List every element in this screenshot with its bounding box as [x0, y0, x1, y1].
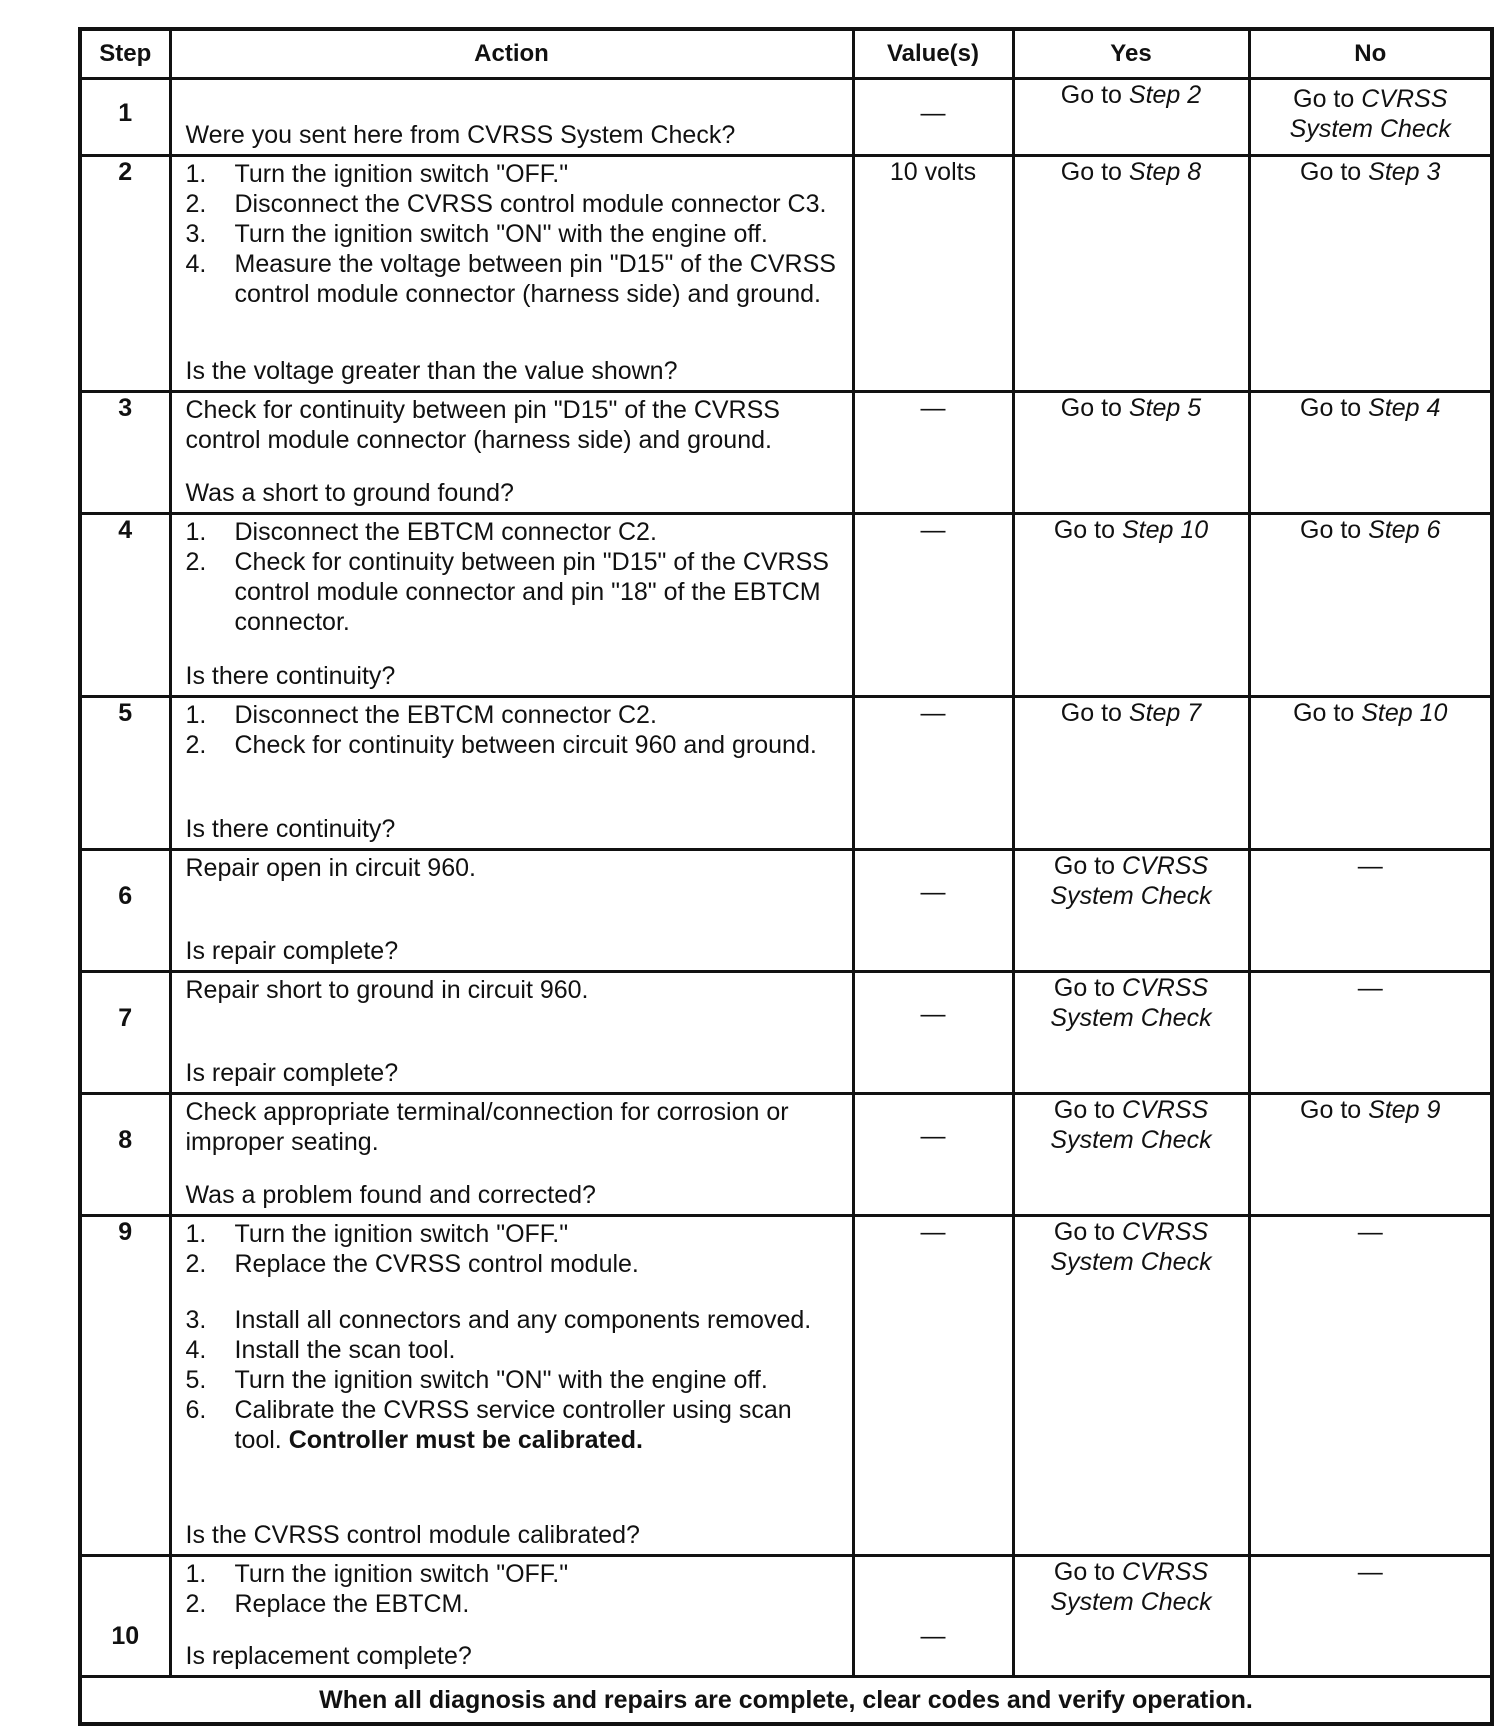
- yes-cell: [1013, 697, 1249, 850]
- action-cell: [170, 1556, 853, 1677]
- action-question: Is the voltage greater than the value shown?: [185, 357, 678, 385]
- no-cell: [1249, 1094, 1492, 1216]
- no-reference: —: [1357, 974, 1383, 1002]
- table-row-step-2: [80, 156, 1492, 392]
- no-prefix: Go to: [1293, 699, 1355, 727]
- footer-row: [80, 1677, 1492, 1725]
- action-step-item: 2. Replace the CVRSS control module.: [185, 1250, 639, 1278]
- no-prefix: Go to: [1300, 1096, 1362, 1124]
- yes-cell: [1013, 156, 1249, 392]
- step-number: 5: [80, 697, 170, 850]
- no-reference: Step 6: [1368, 516, 1441, 544]
- action-instruction: Check appropriate terminal/connection for corrosion or improper seating.: [185, 1098, 789, 1156]
- action-cell: [170, 156, 853, 392]
- yes-cell: [1013, 1094, 1249, 1216]
- no-cell: [1249, 697, 1492, 850]
- no-cell: [1249, 850, 1492, 972]
- action-instruction: Check for continuity between pin "D15" of the CVRSS control module connector (harness side) and ground.: [185, 396, 780, 454]
- no-reference: —: [1357, 1218, 1383, 1246]
- action-step-item: 5. Turn the ignition switch "ON" with the engine off.: [185, 1366, 768, 1394]
- yes-reference: CVRSS System Check: [1050, 1558, 1212, 1616]
- yes-reference: CVRSS System Check: [1050, 852, 1212, 910]
- table-row-step-9: [80, 1216, 1492, 1556]
- table-row-step-8: [80, 1094, 1492, 1216]
- yes-prefix: Go to: [1060, 158, 1122, 186]
- header-yes: Yes: [1013, 29, 1249, 79]
- value-cell: —: [853, 514, 1013, 697]
- no-prefix: Go to: [1293, 85, 1355, 113]
- action-step-item: 2. Replace the EBTCM.: [185, 1590, 470, 1618]
- value-cell: —: [853, 79, 1013, 156]
- step-number: 10: [80, 1556, 170, 1677]
- action-cell: [170, 972, 853, 1094]
- yes-reference: Step 2: [1128, 81, 1202, 109]
- action-question: Was a short to ground found?: [185, 479, 514, 507]
- no-reference: Step 10: [1361, 699, 1448, 727]
- action-step-item: 2. Check for continuity between circuit 960 and ground.: [185, 731, 817, 759]
- action-question: Is repair complete?: [185, 1059, 399, 1087]
- action-question: Is replacement complete?: [185, 1642, 472, 1670]
- yes-cell: [1013, 972, 1249, 1094]
- value-cell: 10 volts: [853, 156, 1013, 392]
- yes-cell: [1013, 1216, 1249, 1556]
- header-step: Step: [80, 29, 170, 79]
- value-cell: —: [853, 1094, 1013, 1216]
- action-steps: [186, 517, 842, 637]
- table-row-step-5: [80, 697, 1492, 850]
- table-row-step-10: [80, 1556, 1492, 1677]
- action-question: Were you sent here from CVRSS System Check?: [185, 121, 736, 149]
- yes-cell: [1013, 392, 1249, 514]
- yes-reference: CVRSS System Check: [1050, 1218, 1212, 1276]
- yes-reference: Step 5: [1128, 394, 1202, 422]
- no-reference: Step 4: [1368, 394, 1441, 422]
- no-reference: Step 9: [1368, 1096, 1441, 1124]
- no-prefix: Go to: [1300, 516, 1362, 544]
- action-steps: [186, 1559, 842, 1619]
- table-row-step-1: [80, 79, 1492, 156]
- value-cell: —: [853, 850, 1013, 972]
- header-row: [80, 29, 1492, 79]
- action-step-item: 3. Turn the ignition switch "ON" with the engine off.: [185, 220, 768, 248]
- yes-reference: Step 7: [1128, 699, 1202, 727]
- table-row-step-6: [80, 850, 1492, 972]
- no-reference: Step 3: [1368, 158, 1441, 186]
- value-cell: —: [853, 697, 1013, 850]
- step-number: 4: [80, 514, 170, 697]
- step-number: 6: [80, 850, 170, 972]
- yes-prefix: Go to: [1060, 81, 1122, 109]
- diagnostic-sheet: [78, 27, 1490, 1726]
- yes-cell: [1013, 850, 1249, 972]
- action-step-item: 4. Install the scan tool.: [185, 1336, 456, 1364]
- step-number: 3: [80, 392, 170, 514]
- action-question: Is there continuity?: [185, 815, 396, 843]
- yes-cell: [1013, 514, 1249, 697]
- yes-reference: Step 10: [1121, 516, 1209, 544]
- no-reference: —: [1357, 852, 1383, 880]
- action-steps: [186, 700, 842, 760]
- action-question: Is the CVRSS control module calibrated?: [185, 1521, 640, 1549]
- no-cell: [1249, 514, 1492, 697]
- action-question: Is repair complete?: [185, 937, 399, 965]
- no-cell: [1249, 156, 1492, 392]
- value-cell: —: [853, 972, 1013, 1094]
- value-cell: —: [853, 1556, 1013, 1677]
- action-question: Was a problem found and corrected?: [185, 1181, 596, 1209]
- no-prefix: Go to: [1300, 394, 1362, 422]
- action-step-item: 4. Measure the voltage between pin "D15" of the CVRSS control module connector (harness side) and ground.: [185, 250, 836, 308]
- yes-prefix: Go to: [1053, 1558, 1116, 1586]
- yes-prefix: Go to: [1053, 852, 1116, 880]
- value-cell: —: [853, 1216, 1013, 1556]
- no-cell: [1249, 972, 1492, 1094]
- footer-note: When all diagnosis and repairs are complete, clear codes and verify operation.: [80, 1677, 1492, 1725]
- yes-cell: [1013, 79, 1249, 156]
- calibration-warning: Controller must be calibrated.: [288, 1426, 643, 1454]
- yes-prefix: Go to: [1053, 516, 1115, 544]
- action-step-item: 1. Disconnect the EBTCM connector C2.: [185, 701, 657, 729]
- action-cell: [170, 392, 853, 514]
- no-cell: [1249, 392, 1492, 514]
- yes-reference: Step 8: [1128, 158, 1202, 186]
- yes-cell: [1013, 1556, 1249, 1677]
- no-reference: CVRSS System Check: [1289, 85, 1451, 143]
- yes-prefix: Go to: [1053, 974, 1116, 1002]
- action-step-item: 1. Turn the ignition switch "OFF.": [185, 1220, 569, 1248]
- no-cell: [1249, 1556, 1492, 1677]
- action-cell: [170, 850, 853, 972]
- diagnostic-table: [78, 27, 1494, 1726]
- action-step-item: 3. Install all connectors and any components removed.: [185, 1306, 812, 1334]
- no-cell: [1249, 79, 1492, 156]
- yes-prefix: Go to: [1060, 699, 1122, 727]
- action-cell: [170, 1216, 853, 1556]
- step-number: 7: [80, 972, 170, 1094]
- table-row-step-3: [80, 392, 1492, 514]
- step-number: 8: [80, 1094, 170, 1216]
- header-no: No: [1249, 29, 1492, 79]
- action-cell: [170, 514, 853, 697]
- header-action: Action: [170, 29, 853, 79]
- table-row-step-7: [80, 972, 1492, 1094]
- yes-prefix: Go to: [1060, 394, 1122, 422]
- action-cell: [170, 697, 853, 850]
- yes-prefix: Go to: [1053, 1218, 1116, 1246]
- no-cell: [1249, 1216, 1492, 1556]
- yes-reference: CVRSS System Check: [1050, 1096, 1212, 1154]
- step-number: 2: [80, 156, 170, 392]
- table-row-step-4: [80, 514, 1492, 697]
- action-steps: [186, 159, 842, 309]
- yes-reference: CVRSS System Check: [1050, 974, 1212, 1032]
- action-question: Is there continuity?: [185, 662, 396, 690]
- action-step-item: 1. Turn the ignition switch "OFF.": [185, 160, 569, 188]
- yes-prefix: Go to: [1053, 1096, 1116, 1124]
- action-step-item: 1. Turn the ignition switch "OFF.": [185, 1560, 569, 1588]
- action-step-item: 1. Disconnect the EBTCM connector C2.: [185, 518, 657, 546]
- no-reference: —: [1357, 1558, 1383, 1586]
- action-steps: [186, 1219, 842, 1455]
- action-cell: [170, 79, 853, 156]
- no-prefix: Go to: [1300, 158, 1362, 186]
- action-cell: [170, 1094, 853, 1216]
- value-cell: —: [853, 392, 1013, 514]
- action-step-item: 6. Calibrate the CVRSS service controller using scan tool. Controller must be calibrated.: [185, 1396, 792, 1454]
- action-instruction: Repair open in circuit 960.: [185, 854, 476, 882]
- action-step-item: 2. Check for continuity between pin "D15" of the CVRSS control module connector and pin "18" of the EBTCM connector.: [185, 548, 829, 636]
- step-number: 9: [80, 1216, 170, 1556]
- action-step-item: 2. Disconnect the CVRSS control module connector C3.: [185, 190, 827, 218]
- step-number: 1: [80, 79, 170, 156]
- action-instruction: Repair short to ground in circuit 960.: [185, 976, 589, 1004]
- header-values: Value(s): [853, 29, 1013, 79]
